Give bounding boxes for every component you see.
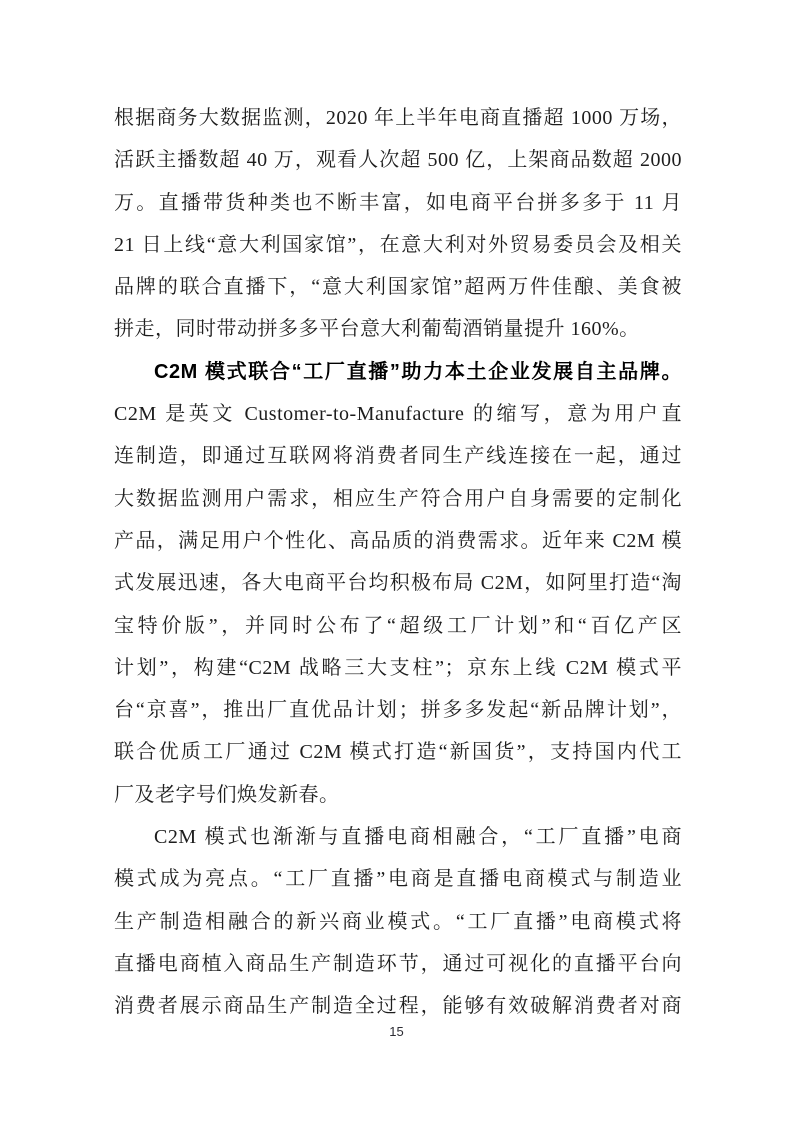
page-number: 15 — [389, 1024, 404, 1039]
text-line: 根据商务大数据监测，2020 年上半年电商直播超 1000 万场， — [114, 107, 682, 129]
text-line: 台“京喜”，推出厂直优品计划；拼多多发起“新品牌计划”， — [114, 699, 682, 722]
text-line: 活跃主播数超 40 万，观看人次超 500 亿，上架商品数超 2000 — [114, 149, 682, 172]
text-line: 产品，满足用户个性化、高品质的消费需求。近年来 C2M 模 — [114, 529, 682, 552]
text-line: 联合优质工厂通过 C2M 模式打造“新国货”，支持国内代工 — [114, 741, 682, 764]
text-line: 万。直播带货种类也不断丰富，如电商平台拼多多于 11 月 — [114, 191, 682, 214]
text-line: 厂及老字号们焕发新春。 — [114, 783, 340, 806]
text-line: 生产制造相融合的新兴商业模式。“工厂直播”电商模式将 — [114, 910, 682, 933]
text-line: 消费者展示商品生产制造全过程，能够有效破解消费者对商 — [114, 995, 682, 1018]
text-line: 21 日上线“意大利国家馆”，在意大利对外贸易委员会及相关 — [114, 233, 682, 256]
text-line: 模式成为亮点。“工厂直播”电商是直播电商模式与制造业 — [114, 868, 682, 891]
text-line: 直播电商植入商品生产制造环节，通过可视化的直播平台向 — [114, 952, 682, 975]
text-line: 大数据监测用户需求，相应生产符合用户自身需要的定制化 — [114, 487, 682, 510]
text-line: 宝特价版”，并同时公布了“超级工厂计划”和“百亿产区 — [114, 614, 682, 637]
text-line: 连制造，即通过互联网将消费者同生产线连接在一起，通过 — [114, 445, 682, 468]
text-line: 品牌的联合直播下，“意大利国家馆”超两万件佳酿、美食被 — [114, 276, 682, 299]
text-block — [114, 97, 682, 1028]
text-line: C2M 模式也渐渐与直播电商相融合，“工厂直播”电商 — [154, 826, 682, 849]
text-line: 式发展迅速，各大电商平台均积极布局 C2M，如阿里打造“淘 — [114, 572, 682, 595]
text-line: C2M 是英文 Customer-to-Manufacture 的缩写，意为用户直 — [114, 403, 682, 426]
paragraph-heading-line: C2M 模式联合“工厂直播”助力本土企业发展自主品牌。 — [154, 360, 682, 383]
text-line: 计划”，构建“C2M 战略三大支柱”；京东上线 C2M 模式平 — [114, 656, 682, 679]
text-line: 拼走，同时带动拼多多平台意大利葡萄酒销量提升 160%。 — [114, 318, 640, 341]
